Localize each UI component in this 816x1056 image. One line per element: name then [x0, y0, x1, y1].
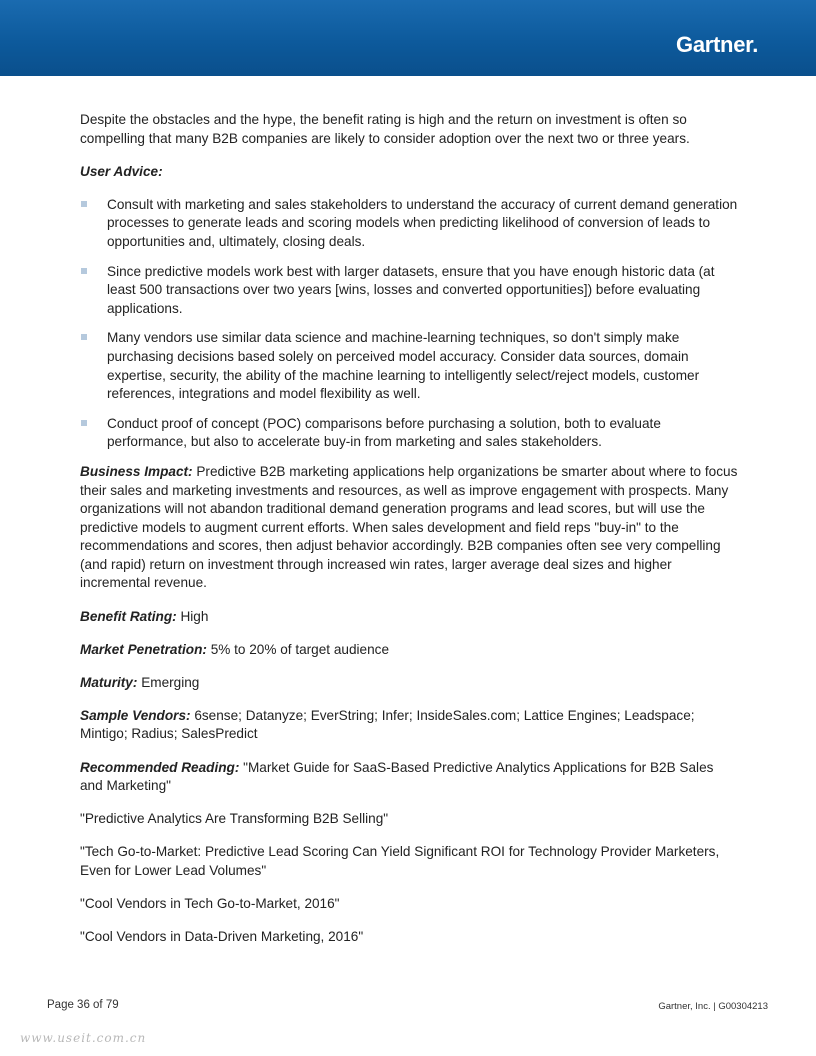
page-number: Page 36 of 79	[47, 999, 119, 1011]
reading-item: "Cool Vendors in Tech Go-to-Market, 2016"	[80, 896, 340, 911]
business-impact-label: Business Impact:	[80, 463, 193, 479]
bullet-icon	[81, 201, 87, 207]
advice-text: Many vendors use similar data science and machine-learning techniques, so don't simply make purchasing decisions based solely on perceived model accuracy. Consider data sources, domain expertise, security, the ability of the machine learning to intelligently select/reject models, customer references, integrations and model flexibility as well.	[107, 330, 700, 402]
bullet-icon	[81, 420, 87, 426]
sample-vendors-paragraph	[80, 707, 738, 744]
bullet-icon	[81, 268, 87, 274]
reading-item: "Market Guide for SaaS-Based Predictive Analytics Applications for B2B Sales and Marketing"	[80, 759, 714, 794]
business-impact-paragraph	[80, 463, 738, 593]
market-penetration-value: 5% to 20% of target audience	[210, 641, 390, 657]
intro-paragraph: Despite the obstacles and the hype, the benefit rating is high and the return on investment is often so compelling that many B2B companies are likely to consider adoption over the next two or three years.	[80, 112, 690, 146]
maturity-paragraph	[80, 674, 738, 693]
advice-text: Since predictive models work best with larger datasets, ensure that you have enough historic data (at least 500 transactions over two years [wins, losses and converted opportunities]) before evaluating applications.	[107, 263, 715, 316]
gartner-logo	[676, 32, 758, 58]
list-item	[80, 415, 738, 452]
document-body	[80, 111, 738, 961]
reading-item: "Cool Vendors in Data-Driven Marketing, 2016"	[80, 929, 364, 945]
maturity-label: Maturity:	[80, 674, 138, 690]
advice-text: Conduct proof of concept (POC) comparisons before purchasing a solution, both to evaluate performance, but also to accelerate buy-in from marketing and sales stakeholders.	[107, 415, 661, 450]
bullet-icon	[81, 334, 87, 340]
recommended-reading-label: Recommended Reading:	[80, 759, 240, 775]
reading-item: "Tech Go-to-Market: Predictive Lead Scoring Can Yield Significant ROI for Technology Provider Marketers, Even for Lower Lead Volumes"	[80, 844, 720, 878]
benefit-rating-value: High	[180, 608, 209, 624]
advice-text: Consult with marketing and sales stakeholders to understand the accuracy of current demand generation processes to generate leads and scoring models when predicting likelihood of conversion of leads to opportunities and, ultimately, closing deals.	[107, 196, 738, 249]
user-advice-list	[80, 196, 738, 452]
user-advice-heading	[80, 163, 738, 182]
sample-vendors-label: Sample Vendors:	[80, 707, 191, 723]
market-penetration-label: Market Penetration:	[80, 641, 207, 657]
reading-item: "Predictive Analytics Are Transforming B2B Selling"	[80, 811, 389, 827]
business-impact-text: Predictive B2B marketing applications help organizations be smarter about where to focus their sales and marketing investments and resources, as well as improve engagement with prospects. Many organizations will not abandon traditional demand generation programs and lead scores, but will use the predictive models to augment current efforts. When sales development and field reps "buy-in" to the recommendations and scores, then adjust behavior accordingly. B2B companies often see very compelling (and rapid) return on investment through increased win rates, larger average deal sizes and higher incremental revenue.	[80, 463, 738, 591]
maturity-value: Emerging	[141, 674, 200, 690]
market-penetration-paragraph	[80, 641, 738, 660]
list-item	[80, 196, 738, 252]
benefit-rating-paragraph	[80, 608, 738, 627]
recommended-reading-paragraph	[80, 759, 738, 796]
document-id: Gartner, Inc. | G00304213	[658, 1001, 768, 1012]
logo-dot: .	[752, 32, 758, 57]
watermark: www.useit.com.cn	[20, 1031, 147, 1045]
logo-text: Gartner	[676, 32, 753, 57]
list-item	[80, 263, 738, 319]
benefit-rating-label: Benefit Rating:	[80, 608, 177, 624]
sample-vendors-value: 6sense; Datanyze; EverString; Infer; InsideSales.com; Lattice Engines; Leadspace; Mintigo; Radius; SalesPredict	[80, 707, 695, 742]
list-item	[80, 329, 738, 403]
user-advice-label: User Advice:	[80, 163, 163, 179]
header-bar	[0, 0, 816, 76]
